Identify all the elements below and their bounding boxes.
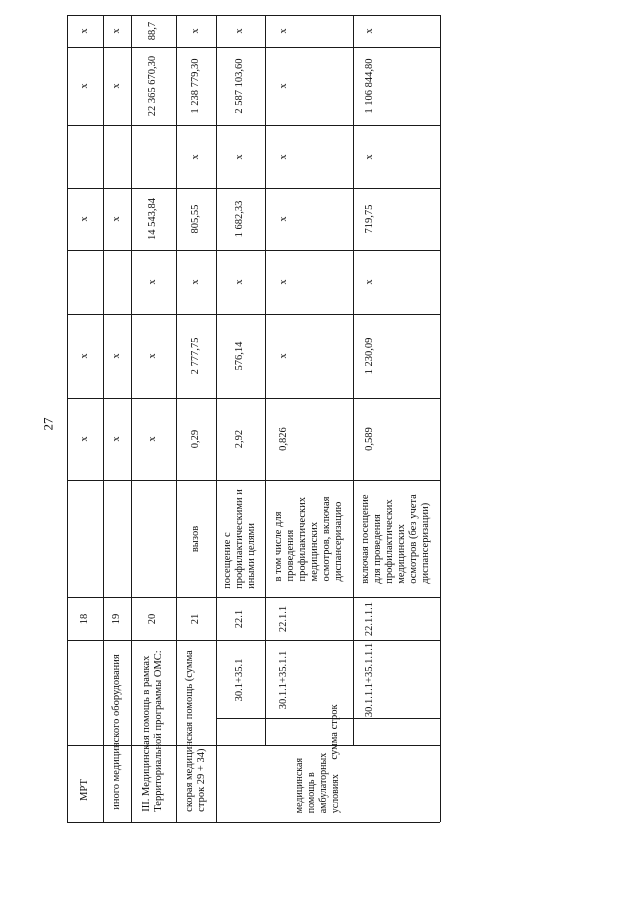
cell: x [111, 28, 122, 34]
cell: 805,55 [190, 204, 201, 234]
unit-label: включая посещение для проведения профилактических медицинских осмотров (без учета диспансеризации) [360, 494, 431, 584]
cell: x [111, 216, 122, 222]
cell: x [278, 279, 289, 285]
cell: 1 682,33 [234, 200, 245, 238]
row-number: 20 [147, 613, 158, 625]
row-label-iii: III. Медицинская помощь в рамках Территориальной программы ОМС: [141, 650, 164, 812]
cell: x [147, 279, 158, 285]
cell: x [278, 353, 289, 359]
row-label-mrt: МРТ [79, 779, 90, 801]
row-number: 21 [190, 613, 201, 625]
cell: 0,29 [190, 429, 201, 449]
cell: x [234, 279, 245, 285]
row-label-other: иного медицинского оборудования [111, 654, 122, 810]
cell: x [234, 28, 245, 34]
unit-label: в том числе для проведения профилактических медицинских осмотров, включая диспансеризацию [273, 496, 344, 582]
cell: x [111, 436, 122, 442]
cell: 88,7 [147, 21, 158, 41]
cell: x [234, 154, 245, 160]
cell: x [147, 353, 158, 359]
cell: x [278, 154, 289, 160]
unit-label: посещение с профилактическими и иными целями [222, 489, 257, 589]
cell: x [190, 154, 201, 160]
cell: x [79, 28, 90, 34]
cell: 2 587 103,60 [234, 58, 245, 114]
page-number: 27 [40, 417, 56, 431]
cell: 1 106 844,80 [364, 58, 375, 114]
cell: 2 777,75 [190, 337, 201, 375]
cell: 1 230,09 [364, 337, 375, 375]
cell: 22 365 670,30 [147, 55, 158, 117]
cell: x [364, 28, 375, 34]
row-number: 22.1.1.1 [364, 601, 375, 637]
cell: 0,589 [364, 427, 375, 451]
row-number: 19 [111, 613, 122, 625]
cell: 0,826 [278, 427, 289, 451]
sum-formula: 30.1.1+35.1.1 [278, 650, 289, 710]
cell: 2,92 [234, 429, 245, 449]
unit-label: вызов [190, 525, 201, 553]
row-label-ambulance: скорая медицинская помощь (сумма строк 29 + 34) [184, 650, 207, 812]
cell: 719,75 [364, 204, 375, 234]
cell: x [364, 154, 375, 160]
cell: x [278, 216, 289, 222]
cell: x [278, 83, 289, 89]
cell: x [79, 216, 90, 222]
cell: x [79, 83, 90, 89]
cell: 1 238 779,30 [190, 58, 201, 114]
sum-of-rows-label: сумма строк [329, 704, 340, 760]
cell: x [364, 279, 375, 285]
cell: x [79, 436, 90, 442]
cell: 576,14 [234, 341, 245, 371]
row-number: 22.1 [234, 609, 245, 629]
row-number: 22.1.1 [278, 605, 289, 633]
cell: x [278, 28, 289, 34]
cell: x [79, 353, 90, 359]
cell: x [190, 279, 201, 285]
sum-formula: 30.1.1.1+35.1.1.1 [364, 642, 375, 718]
cell: x [190, 28, 201, 34]
cell: x [111, 83, 122, 89]
cell: x [147, 436, 158, 442]
cell: x [111, 353, 122, 359]
sum-formula: 30.1+35.1 [234, 658, 245, 702]
row-number: 18 [79, 613, 90, 625]
cell: 14 543,84 [147, 198, 158, 240]
group-label-ambulatory: медицинская помощь в амбулаторных условиях [294, 752, 341, 814]
